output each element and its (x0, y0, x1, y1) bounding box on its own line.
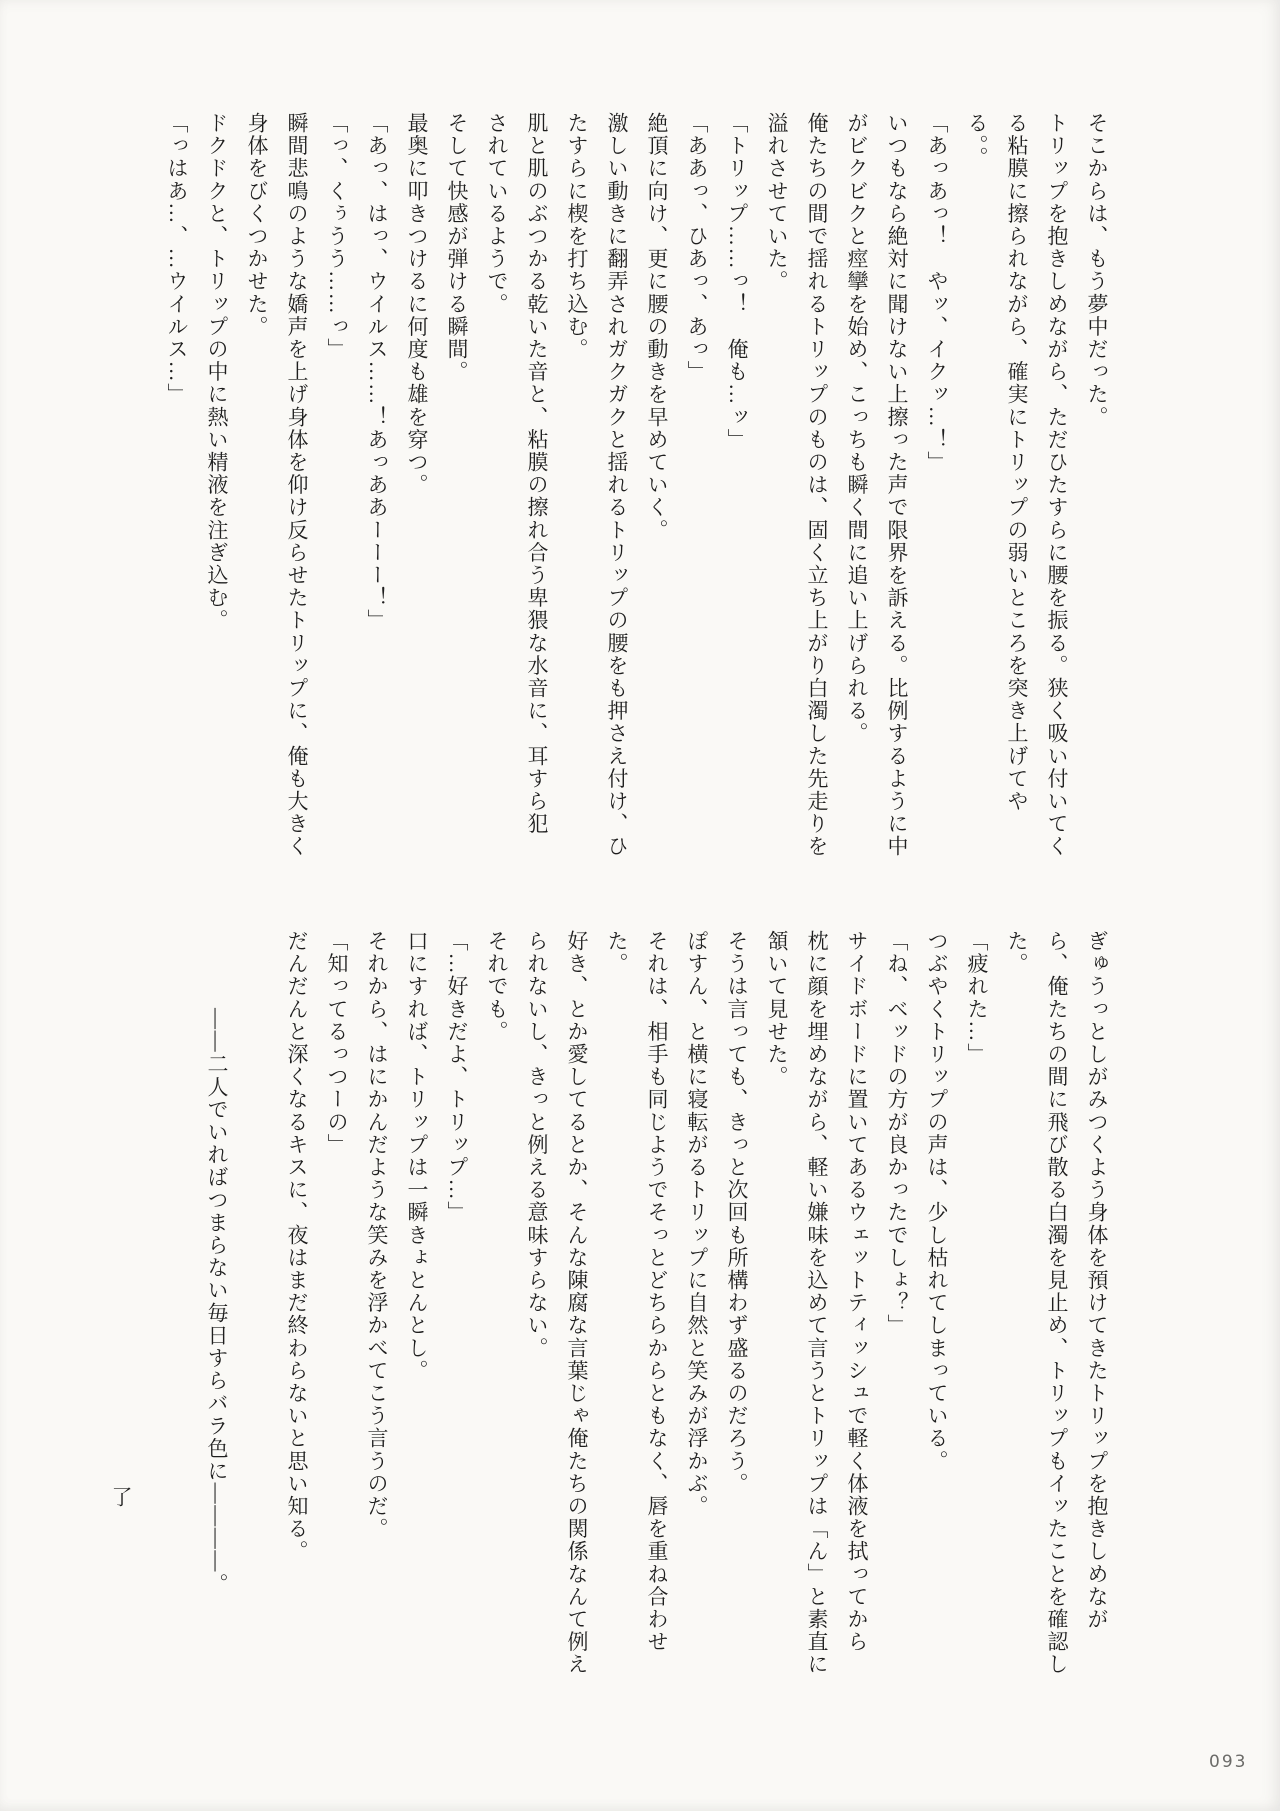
page-number: 093 (1209, 1752, 1248, 1772)
text-column: 「…好きだよ、トリップ…」 (445, 930, 469, 1224)
text-column: ドクドクと、トリップの中に熱い精液を注ぎ込む。 (205, 112, 229, 632)
text-column: た。 (605, 930, 629, 976)
text-column: それから、はにかんだような笑みを浮かべてこう言うのだ。 (365, 930, 389, 1541)
text-column: られないし、きっと例える意味すらない。 (525, 930, 549, 1360)
text-column: ぽすん、と横に寝転がるトリップに自然と笑みが浮かぶ。 (685, 930, 709, 1518)
text-column: る。。 (965, 112, 989, 170)
top-text-block (157, 112, 1117, 882)
text-column: いつもなら絶対に聞けない上擦った声で限界を訴える。比例するように中 (885, 112, 909, 858)
text-column: 「トリップ……っ！ 俺も…ッ」 (725, 112, 749, 451)
text-column: 「あっあっ！ やッ、イクッ…！」 (925, 112, 949, 474)
text-column: 最奥に叩きつけるに何度も雄を穿つ。 (405, 112, 429, 497)
text-column: 「あっ、はっ、ウイルス……！あっああーーー！」 (365, 112, 389, 632)
text-column: 「ああっ、ひあっ、あっ」 (685, 112, 709, 384)
text-column: 「知ってるっつーの」 (325, 930, 349, 1156)
text-column: そこからは、もう夢中だった。 (1085, 112, 1109, 429)
text-column: 「っ、くぅうう……っ」 (325, 112, 349, 361)
text-column: たすらに楔を打ち込む。 (565, 112, 589, 361)
bottom-text-block (197, 930, 1117, 1700)
text-column: ――二人でいればつまらない毎日すらバラ色に――――。 (205, 1008, 229, 1596)
end-mark: 了 (109, 1486, 133, 1507)
text-column: されているようで。 (485, 112, 509, 316)
text-column: トリップを抱きしめながら、ただひたすらに腰を振る。狭く吸い付いてく (1045, 112, 1069, 858)
text-column: る粘膜に擦られながら、確実にトリップの弱いところを突き上げてや (1005, 112, 1029, 813)
text-column: それでも。 (485, 930, 509, 1043)
text-column: それは、相手も同じようでそっとどちらからともなく、唇を重ね合わせ (645, 930, 669, 1654)
text-column: 溢れさせていた。 (765, 112, 789, 293)
text-column: だんだんと深くなるキスに、夜はまだ終わらないと思い知る。 (285, 930, 309, 1563)
text-column: 枕に顔を埋めながら、軽い嫌味を込めて言うとトリップは「ん」と素直に (805, 930, 829, 1676)
text-column: そうは言っても、きっと次回も所構わず盛るのだろう。 (725, 930, 749, 1495)
text-column: 「っはあ…、…ウイルス…」 (165, 112, 189, 406)
text-column: ら、俺たちの間に飛び散る白濁を見止め、トリップもイッたことを確認し (1045, 930, 1069, 1676)
text-column: 頷いて見せた。 (765, 930, 789, 1089)
text-column: 好き、とか愛してるとか、そんな陳腐な言葉じゃ俺たちの関係なんて例え (565, 930, 589, 1676)
text-column: ぎゅうっとしがみつくよう身体を預けてきたトリップを抱きしめなが (1085, 930, 1109, 1631)
text-column: 身体をびくつかせた。 (245, 112, 269, 338)
text-column: サイドボードに置いてあるウェットティッシュで軽く体液を拭ってから (845, 930, 869, 1654)
text-column: 口にすれば、トリップは一瞬きょとんとし。 (405, 930, 429, 1382)
text-column: 肌と肌のぶつかる乾いた音と、粘膜の擦れ合う卑猥な水音に、耳すら犯 (525, 112, 549, 836)
text-column: 俺たちの間で揺れるトリップのものは、固く立ち上がり白濁した先走りを (805, 112, 829, 858)
text-column: 「ね、ベッドの方が良かったでしょ？」 (885, 930, 909, 1337)
text-column: 絶頂に向け、更に腰の動きを早めていく。 (645, 112, 669, 542)
text-column: そして快感が弾ける瞬間。 (445, 112, 469, 384)
text-column: 「疲れた…」 (965, 930, 989, 1066)
text-column: た。 (1005, 930, 1029, 976)
text-column: 瞬間悲鳴のような嬌声を上げ身体を仰け反らせたトリップに、俺も大きく (285, 112, 309, 858)
text-column: 激しい動きに翻弄されガクガクと揺れるトリップの腰をも押さえ付け、ひ (605, 112, 629, 858)
text-column: つぶやくトリップの声は、少し枯れてしまっている。 (925, 930, 949, 1473)
text-column: がビクビクと痙攣を始め、こっちも瞬く間に追い上げられる。 (845, 112, 869, 745)
